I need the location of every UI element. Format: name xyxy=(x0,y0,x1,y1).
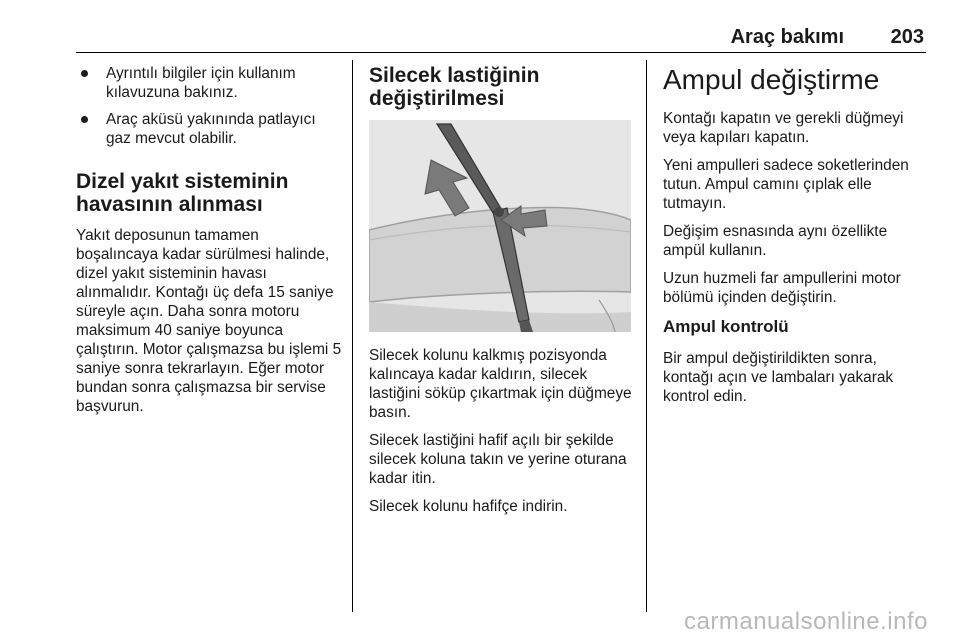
bulb-check-text: Bir ampul değiştirildikten sonra, kontağı açın ve lambaları yakarak kontrol edin. xyxy=(663,350,894,405)
bullet-item: Araç aküsü yakınında patlayıcı gaz mevcut olabilir. xyxy=(76,110,342,148)
page-header xyxy=(76,26,926,52)
bulb-text: Değişim esnasında aynı özellikte ampül kullanın. xyxy=(663,223,888,259)
bulb-text: Uzun huzmeli far ampullerini motor bölümü içinden değiştirin. xyxy=(663,270,901,306)
column-2 xyxy=(369,64,635,525)
wiper-blade-heading: Silecek lastiğinin değiştirilmesi xyxy=(369,64,540,110)
wiper-step-text: Silecek lastiğini hafif açılı bir şekilde silecek koluna takın ve yerine oturana kadar itin. xyxy=(369,432,627,487)
bulb-replacement-title: Ampul değiştirme xyxy=(663,64,880,95)
column-divider xyxy=(646,60,647,612)
bulb-text: Yeni ampulleri sadece soketlerinden tutun. Ampul camını çıplak elle tutmayın. xyxy=(663,157,909,212)
wiper-illustration xyxy=(369,120,631,332)
page-number: 203 xyxy=(890,26,924,48)
diesel-bleed-text: Yakıt deposunun tamamen boşalıncaya kadar sürülmesi halinde, dizel yakıt sisteminin havası alınmalıdır. Kontağı üç defa 15 saniye süreyle açın. Daha sonra motoru maksimum 40 saniye boyunca çalıştırın. Motor çalışmazsa bu işlemi 5 saniye sonra tekrarlayın. Eğer motor bundan sonra çalışmazsa bir servise başvurun. xyxy=(76,227,342,415)
column-3 xyxy=(663,64,929,415)
header-rule xyxy=(76,52,926,53)
watermark: carmanualsonline.info xyxy=(684,608,928,635)
bullet-list xyxy=(76,64,342,148)
diesel-bleed-heading: Dizel yakıt sisteminin havasının alınması xyxy=(76,170,289,216)
wiper-step-text: Silecek kolunu hafifçe indirin. xyxy=(369,498,568,515)
bulb-text: Kontağı kapatın ve gerekli düğmeyi veya kapıları kapatın. xyxy=(663,110,904,146)
column-1 xyxy=(76,64,342,425)
wiper-step-text: Silecek kolunu kalkmış pozisyonda kalıncaya kadar kaldırın, silecek lastiğini söküp çıkartmak için düğmeye basın. xyxy=(369,347,632,421)
section-title: Araç bakımı xyxy=(730,26,844,48)
column-divider xyxy=(352,60,353,612)
bullet-item: Ayrıntılı bilgiler için kullanım kılavuzuna bakınız. xyxy=(76,64,342,102)
bulb-check-heading: Ampul kontrolü xyxy=(663,317,789,336)
